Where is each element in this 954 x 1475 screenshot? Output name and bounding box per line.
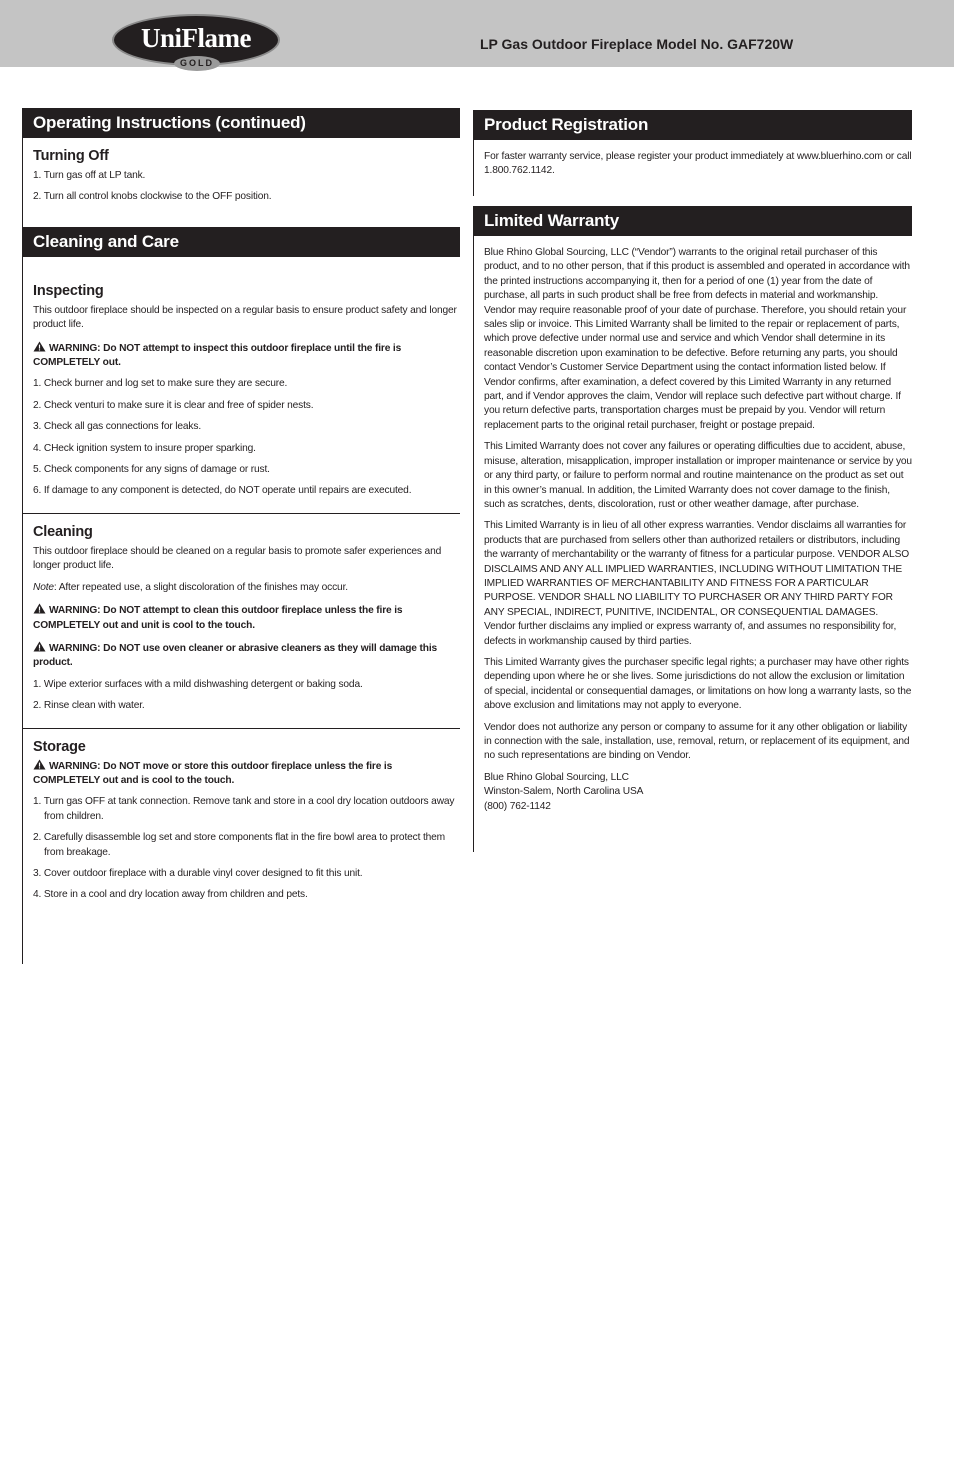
limited-warranty-heading: Limited Warranty xyxy=(474,206,912,236)
model-title: LP Gas Outdoor Fireplace Model No. GAF720W xyxy=(480,36,794,52)
warranty-paragraph: Vendor does not authorize any person or company to assume for it any other obligation or liability in connection with the sale, installation, use, removal, return, or replacement of its equipment, and no such representations are binding on Vendor. xyxy=(484,721,910,762)
registration-column xyxy=(473,110,912,196)
warranty-paragraph: This Limited Warranty gives the purchaser specific legal rights; a purchaser may have other rights depending upon where he or she lives. Some jurisdictions do not allow the exclusion or limitation of special, incidental or consequential damages, or limitations on how long a warranty lasts, so the above exclusion and limitations may not apply to everyone. xyxy=(484,656,912,712)
warranty-column xyxy=(473,206,912,852)
list-item: 1. Turn gas OFF at tank connection. Remove tank and store in a cool dry location outdoors away from children. xyxy=(33,796,455,822)
warranty-paragraph: This Limited Warranty is in lieu of all other express warranties. Vendor disclaims all warranties for products that are purchased from sellers other than authorized retailers or distributors, including the warranty of merchantability or the warranty of fitness for a particular purpose. VENDOR ALSO DISCLAIMS AND ANY ALL IMPLIED WARRANTIES, INCLUDING WITHOUT LIMITATION THE IMPLIED WARRANTIES OF MERCHANTABILITY AND FITNESS FOR A PARTICULAR PURPOSE. VENDOR SHALL NO LIABILITY TO PURCHASER OR ANY THIRD PARTY FOR ANY SPECIAL, INDIRECT, PUNITIVE, INCIDENTAL, OR CONSEQUENTIAL DAMAGES. Vendor further disclaims any implied or express warranty of, and assumes no responsibility for, defects in workmanship caused by third parties. xyxy=(484,520,909,647)
warranty-paragraph: This Limited Warranty does not cover any failures or operating difficulties due to accident, abuse, misuse, alteration, misapplication, improper installation or improper maintenance or service by you or any third party, or failure to perform normal and routine maintenance on the product as set out in this owner’s manual. In addition, the Limited Warranty does not cover damage to the finish, such as scratches, dents, discoloration, rust or other weather damage, after purchase. xyxy=(484,441,912,510)
cleaner-warning: WARNING: Do NOT use oven cleaner or abrasive cleaners as they will damage this product. xyxy=(33,642,438,669)
cleaning-care-heading: Cleaning and Care xyxy=(23,227,460,257)
list-item: 2. Turn all control knobs clockwise to the OFF position. xyxy=(33,191,272,203)
list-item: 2. Carefully disassemble log set and store components flat in the fire bowl area to protect them from breakage. xyxy=(33,832,445,858)
cleaning-intro: This outdoor fireplace should be cleaned on a regular basis to promote safer experiences and longer product life. xyxy=(33,545,442,572)
warranty-paragraph: Blue Rhino Global Sourcing, LLC (“Vendor”) warrants to the original retail purchaser of this product, and to no other person, that if this product is assembled and operated in accordance with the printed instructions accompanying it, then for a period of one (1) year from the date of purchase, all parts in such product shall be free from defects in material and workmanship. Vendor may require reasonable proof of your date of purchase. Therefore, you should retain your sales slip or invoice. This Limited Warranty shall be limited to the repair or replacement of parts, which prove defective under normal use and service and which Vendor shall determine in its reasonable discretion upon examination to be defective. Before returning any parts, you should contact Vendor’s Customer Service Department using the contact information listed below. If Vendor confirms, after examination, a defect covered by this Limited Warranty in any returned part, and if Vendor approves the claim, Vendor will replace such defective part without charge. If you return defective parts, transportation charges must be prepaid by you. Vendor will return replacement parts to the original retail purchaser, freight or postage prepaid. xyxy=(484,247,910,431)
list-item: 3. Cover outdoor fireplace with a durable vinyl cover designed to fit this unit. xyxy=(33,867,363,879)
storage-heading: Storage xyxy=(33,738,86,755)
registration-text: For faster warranty service, please register your product immediately at www.bluerhino.com or call 1.800.762.1142. xyxy=(484,151,912,177)
list-item: 4. CHeck ignition system to insure proper sparking. xyxy=(33,442,256,454)
cleaning-note: Note: After repeated use, a slight discoloration of the finishes may occur. xyxy=(33,581,348,593)
left-column xyxy=(22,108,460,964)
list-item: 1. Check burner and log set to make sure they are secure. xyxy=(33,378,288,390)
inspecting-warning: WARNING: Do NOT attempt to inspect this outdoor fireplace until the fire is COMPLETELY out. xyxy=(33,342,402,369)
page-header xyxy=(0,0,954,67)
list-item: 5. Check components for any signs of damage or rust. xyxy=(33,464,270,476)
list-item: 3. Check all gas connections for leaks. xyxy=(33,421,201,433)
list-item: 6. If damage to any component is detected, do NOT operate until repairs are executed. xyxy=(33,485,412,497)
warning-icon xyxy=(33,341,46,352)
list-item: 1. Wipe exterior surfaces with a mild dishwashing detergent or baking soda. xyxy=(33,678,363,690)
address-line: Blue Rhino Global Sourcing, LLC xyxy=(484,771,629,783)
address-line: (800) 762-1142 xyxy=(484,800,551,812)
logo-gold-badge: GOLD xyxy=(174,56,220,71)
inspecting-intro: This outdoor fireplace should be inspected on a regular basis to ensure product safety and longer product life. xyxy=(33,304,457,331)
warning-icon xyxy=(33,641,46,652)
list-item: 1. Turn gas off at LP tank. xyxy=(33,170,146,181)
product-registration-heading: Product Registration xyxy=(474,110,912,140)
list-item: 2. Check venturi to make sure it is clear and free of spider nests. xyxy=(33,399,314,411)
cleaning-warning: WARNING: Do NOT attempt to clean this outdoor fireplace unless the fire is COMPLETELY out and unit is cool to the touch. xyxy=(33,605,403,631)
warning-icon xyxy=(33,603,46,614)
address-line: Winston-Salem, North Carolina USA xyxy=(484,786,644,798)
cleaning-heading: Cleaning xyxy=(33,523,93,540)
warning-icon xyxy=(33,759,46,770)
list-item: 2. Rinse clean with water. xyxy=(33,700,145,712)
uniflame-logo xyxy=(112,14,282,72)
turning-off-heading: Turning Off xyxy=(33,148,109,164)
logo-text: UniFlame xyxy=(141,23,251,53)
inspecting-heading: Inspecting xyxy=(33,282,104,299)
operating-instructions-heading: Operating Instructions (continued) xyxy=(23,108,460,138)
storage-warning: WARNING: Do NOT move or store this outdoor fireplace unless the fire is COMPLETELY out and is cool to the touch. xyxy=(33,760,393,786)
list-item: 4. Store in a cool and dry location away from children and pets. xyxy=(33,889,308,901)
